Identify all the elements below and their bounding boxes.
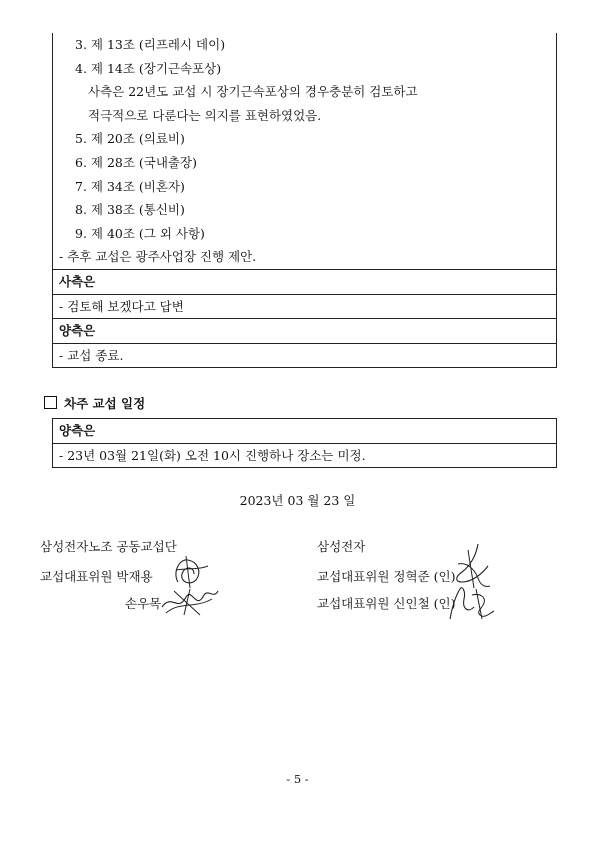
company-header: 사측은 [59,273,96,289]
company-rep2: 교섭대표위원 신인철 (인) [317,596,456,611]
next-schedule-title-text: 차주 교섭 일정 [64,396,146,411]
agenda-item-detail: 적극적으로 다룬다는 의지를 표현하였었음. [88,107,322,123]
signature-son-icon [160,585,220,617]
company-text-row [53,294,556,319]
both-header: 양측은 [59,323,96,339]
next-schedule-table [52,418,557,468]
checkbox-icon [44,396,57,409]
document-date: 2023년 03 월 23 일 [239,493,356,508]
next-schedule-title [44,394,145,414]
agenda-item: 3. 제 13조 (리프레시 데이) [75,37,226,52]
union-rep1: 교섭대표위원 박재용 [40,569,153,584]
company-response: - 검토해 보겠다고 답변 [59,298,184,314]
signature-shin-icon [446,583,496,623]
agenda-item: 7. 제 34조 (비혼자) [75,178,185,194]
agenda-item: 8. 제 38조 (통신비) [75,202,185,218]
next-schedule-text-row [53,443,556,468]
agenda-item: 4. 제 14조 (장기근속포상) [75,60,222,76]
union-org: 삼성전자노조 공동교섭단 [40,539,177,554]
agenda-note: - 추후 교섭은 광주사업장 진행 제안. [59,249,257,265]
agenda-item-detail: 사측은 22년도 교섭 시 장기근속포상의 경우충분히 검토하고 [88,84,418,100]
agenda-item: 5. 제 20조 (의료비) [75,131,185,147]
both-text: - 교섭 종료. [59,347,124,363]
next-schedule-header-row [53,419,556,443]
company-header-row [53,269,556,294]
agenda-item: 6. 제 28조 (국내출장) [75,154,197,170]
company-rep1: 교섭대표위원 정혁준 (인) [317,569,456,584]
both-header-row [53,318,556,343]
union-rep2: 손우목 [125,596,162,611]
agenda-table [52,33,557,368]
agenda-items-cell [53,33,556,269]
agenda-item: 9. 제 40조 (그 외 사항) [75,225,205,241]
next-schedule-header: 양측은 [59,423,96,438]
page-number: - 5 - [286,772,309,786]
company-org: 삼성전자 [317,539,366,554]
next-schedule-text: - 23년 03월 21일(화) 오전 10시 진행하나 장소는 미정. [59,447,366,463]
both-text-row [53,343,556,368]
